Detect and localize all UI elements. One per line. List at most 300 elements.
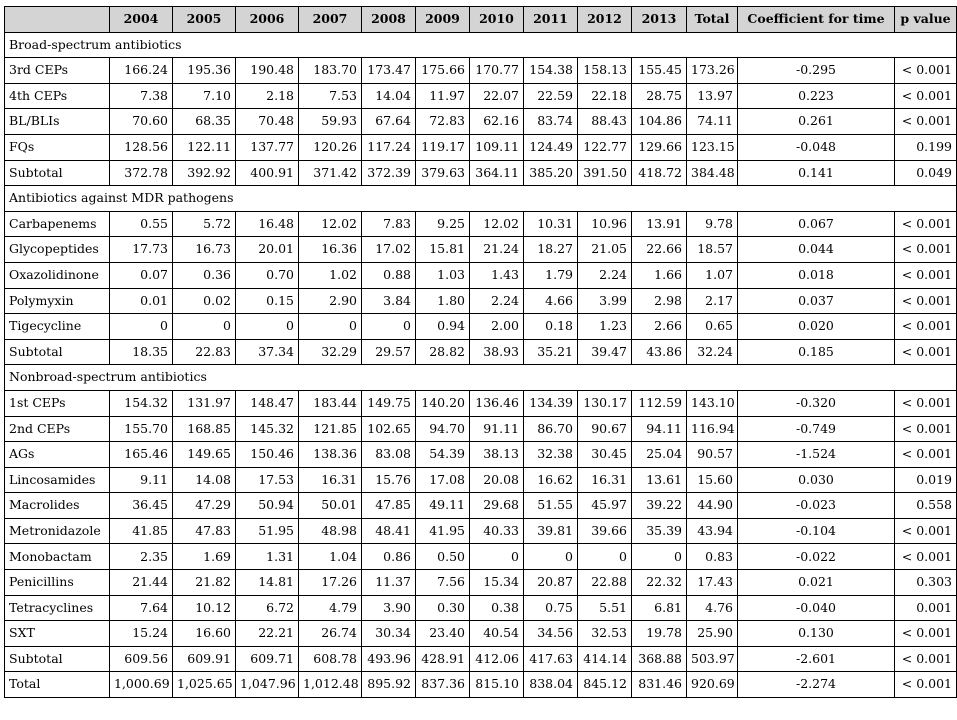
p-value-cell: < 0.001 (895, 442, 957, 468)
table-row (5, 518, 957, 544)
year-value-cell: 14.08 (173, 467, 236, 493)
year-value-cell: 29.57 (362, 339, 416, 365)
p-value-cell: < 0.001 (895, 416, 957, 442)
year-value-cell: 0.36 (173, 262, 236, 288)
year-value-cell: 608.78 (299, 646, 362, 672)
year-value-cell: 11.37 (362, 570, 416, 596)
year-value-cell: 68.35 (173, 109, 236, 135)
year-value-cell: 70.48 (236, 109, 299, 135)
year-value-cell: 15.81 (416, 237, 470, 263)
year-value-cell: 94.11 (632, 416, 687, 442)
year-value-cell: 0.01 (110, 288, 173, 314)
year-value-cell: 165.46 (110, 442, 173, 468)
year-value-cell: 14.81 (236, 570, 299, 596)
p-value-cell: 0.019 (895, 467, 957, 493)
total-cell: 143.10 (687, 390, 738, 416)
year-value-cell: 0.07 (110, 262, 173, 288)
year-value-cell: 17.53 (236, 467, 299, 493)
table-row (5, 237, 957, 263)
year-value-cell: 0.50 (416, 544, 470, 570)
p-value-cell: < 0.001 (895, 646, 957, 672)
year-value-cell: 170.77 (470, 58, 524, 84)
year-value-cell: 400.91 (236, 160, 299, 186)
year-value-cell: 67.64 (362, 109, 416, 135)
year-value-cell: 39.66 (578, 518, 632, 544)
year-value-cell: 154.32 (110, 390, 173, 416)
year-value-cell: 9.11 (110, 467, 173, 493)
p-value-cell: < 0.001 (895, 390, 957, 416)
year-value-cell: 175.66 (416, 58, 470, 84)
year-value-cell: 120.26 (299, 134, 362, 160)
year-value-cell: 130.17 (578, 390, 632, 416)
year-value-cell: 41.95 (416, 518, 470, 544)
year-value-cell: 0.30 (416, 595, 470, 621)
year-value-cell: 0.70 (236, 262, 299, 288)
year-value-cell: 122.11 (173, 134, 236, 160)
year-value-cell: 11.97 (416, 83, 470, 109)
year-value-cell: 0.18 (524, 314, 578, 340)
row-label: Total (5, 672, 110, 698)
row-label: Oxazolidinone (5, 262, 110, 288)
year-value-cell: 7.38 (110, 83, 173, 109)
row-label: Glycopeptides (5, 237, 110, 263)
year-value-cell: 1,012.48 (299, 672, 362, 698)
year-value-cell: 16.60 (173, 621, 236, 647)
p-value-cell: < 0.001 (895, 544, 957, 570)
year-value-cell: 104.86 (632, 109, 687, 135)
year-value-cell: 1.23 (578, 314, 632, 340)
year-value-cell: 10.31 (524, 211, 578, 237)
row-label: Macrolides (5, 493, 110, 519)
coefficient-cell: -0.104 (738, 518, 895, 544)
year-value-cell: 3.99 (578, 288, 632, 314)
row-label: FQs (5, 134, 110, 160)
row-label: 1st CEPs (5, 390, 110, 416)
row-label: 2nd CEPs (5, 416, 110, 442)
year-value-cell: 16.31 (578, 467, 632, 493)
table-row (5, 58, 957, 84)
year-value-cell: 36.45 (110, 493, 173, 519)
year-value-cell: 62.16 (470, 109, 524, 135)
year-value-cell: 91.11 (470, 416, 524, 442)
year-value-cell: 136.46 (470, 390, 524, 416)
year-value-cell: 412.06 (470, 646, 524, 672)
year-value-cell: 2.00 (470, 314, 524, 340)
year-value-cell: 10.96 (578, 211, 632, 237)
year-value-cell: 1.69 (173, 544, 236, 570)
coefficient-cell: -2.274 (738, 672, 895, 698)
column-header: 2012 (578, 7, 632, 33)
year-value-cell: 149.65 (173, 442, 236, 468)
year-value-cell: 0.86 (362, 544, 416, 570)
year-value-cell: 6.72 (236, 595, 299, 621)
row-label: 4th CEPs (5, 83, 110, 109)
section-header-row (5, 186, 957, 212)
year-value-cell: 138.36 (299, 442, 362, 468)
year-value-cell: 16.31 (299, 467, 362, 493)
coefficient-cell: 0.037 (738, 288, 895, 314)
year-value-cell: 2.24 (470, 288, 524, 314)
year-value-cell: 0 (578, 544, 632, 570)
section-header-row (5, 365, 957, 391)
table-row (5, 109, 957, 135)
coefficient-cell: 0.141 (738, 160, 895, 186)
year-value-cell: 428.91 (416, 646, 470, 672)
column-header: 2005 (173, 7, 236, 33)
coefficient-cell: -0.040 (738, 595, 895, 621)
p-value-cell: < 0.001 (895, 109, 957, 135)
year-value-cell: 21.44 (110, 570, 173, 596)
year-value-cell: 2.24 (578, 262, 632, 288)
year-value-cell: 831.46 (632, 672, 687, 698)
year-value-cell: 7.10 (173, 83, 236, 109)
year-value-cell: 35.21 (524, 339, 578, 365)
section-title: Nonbroad-spectrum antibiotics (5, 365, 957, 391)
coefficient-cell: 0.067 (738, 211, 895, 237)
year-value-cell: 168.85 (173, 416, 236, 442)
p-value-cell: < 0.001 (895, 621, 957, 647)
year-value-cell: 1.66 (632, 262, 687, 288)
year-value-cell: 129.66 (632, 134, 687, 160)
total-cell: 13.97 (687, 83, 738, 109)
year-value-cell: 837.36 (416, 672, 470, 698)
row-label: Lincosamides (5, 467, 110, 493)
year-value-cell: 41.85 (110, 518, 173, 544)
table-row (5, 339, 957, 365)
year-value-cell: 609.91 (173, 646, 236, 672)
year-value-cell: 845.12 (578, 672, 632, 698)
year-value-cell: 25.04 (632, 442, 687, 468)
year-value-cell: 2.18 (236, 83, 299, 109)
year-value-cell: 17.08 (416, 467, 470, 493)
coefficient-cell: -2.601 (738, 646, 895, 672)
year-value-cell: 173.47 (362, 58, 416, 84)
year-value-cell: 86.70 (524, 416, 578, 442)
year-value-cell: 88.43 (578, 109, 632, 135)
year-value-cell: 2.66 (632, 314, 687, 340)
row-label: Subtotal (5, 646, 110, 672)
table-row (5, 646, 957, 672)
year-value-cell: 28.75 (632, 83, 687, 109)
coefficient-cell: 0.261 (738, 109, 895, 135)
row-label: Tetracyclines (5, 595, 110, 621)
column-header: 2006 (236, 7, 299, 33)
year-value-cell: 609.71 (236, 646, 299, 672)
year-value-cell: 128.56 (110, 134, 173, 160)
year-value-cell: 32.29 (299, 339, 362, 365)
year-value-cell: 30.34 (362, 621, 416, 647)
year-value-cell: 5.51 (578, 595, 632, 621)
year-value-cell: 5.72 (173, 211, 236, 237)
row-label: Polymyxin (5, 288, 110, 314)
year-value-cell: 90.67 (578, 416, 632, 442)
total-cell: 920.69 (687, 672, 738, 698)
year-value-cell: 155.45 (632, 58, 687, 84)
p-value-cell: 0.049 (895, 160, 957, 186)
year-value-cell: 121.85 (299, 416, 362, 442)
year-value-cell: 38.13 (470, 442, 524, 468)
year-value-cell: 22.21 (236, 621, 299, 647)
p-value-cell: < 0.001 (895, 339, 957, 365)
year-value-cell: 158.13 (578, 58, 632, 84)
year-value-cell: 145.32 (236, 416, 299, 442)
year-value-cell: 418.72 (632, 160, 687, 186)
coefficient-cell: -0.295 (738, 58, 895, 84)
row-label: Carbapenems (5, 211, 110, 237)
table-row (5, 262, 957, 288)
year-value-cell: 417.63 (524, 646, 578, 672)
year-value-cell: 16.36 (299, 237, 362, 263)
year-value-cell: 1.03 (416, 262, 470, 288)
coefficient-cell: -0.022 (738, 544, 895, 570)
year-value-cell: 16.62 (524, 467, 578, 493)
coefficient-cell: 0.223 (738, 83, 895, 109)
year-value-cell: 21.05 (578, 237, 632, 263)
coefficient-cell: 0.185 (738, 339, 895, 365)
year-value-cell: 0 (470, 544, 524, 570)
year-value-cell: 1.04 (299, 544, 362, 570)
year-value-cell: 140.20 (416, 390, 470, 416)
year-value-cell: 124.49 (524, 134, 578, 160)
year-value-cell: 48.41 (362, 518, 416, 544)
year-value-cell: 18.27 (524, 237, 578, 263)
total-cell: 123.15 (687, 134, 738, 160)
total-cell: 1.07 (687, 262, 738, 288)
year-value-cell: 7.56 (416, 570, 470, 596)
year-value-cell: 0 (173, 314, 236, 340)
year-value-cell: 14.04 (362, 83, 416, 109)
column-header: 2013 (632, 7, 687, 33)
table-row (5, 211, 957, 237)
coefficient-cell: 0.030 (738, 467, 895, 493)
year-value-cell: 7.53 (299, 83, 362, 109)
table-row (5, 83, 957, 109)
year-value-cell: 0.55 (110, 211, 173, 237)
year-value-cell: 22.32 (632, 570, 687, 596)
year-value-cell: 2.35 (110, 544, 173, 570)
year-value-cell: 50.01 (299, 493, 362, 519)
year-value-cell: 21.82 (173, 570, 236, 596)
year-value-cell: 391.50 (578, 160, 632, 186)
column-header: p value (895, 7, 957, 33)
year-value-cell: 48.98 (299, 518, 362, 544)
column-header: 2010 (470, 7, 524, 33)
row-label: BL/BLIs (5, 109, 110, 135)
year-value-cell: 40.33 (470, 518, 524, 544)
total-cell: 18.57 (687, 237, 738, 263)
total-cell: 44.90 (687, 493, 738, 519)
year-value-cell: 10.12 (173, 595, 236, 621)
table-row (5, 570, 957, 596)
column-header: 2011 (524, 7, 578, 33)
table-row (5, 672, 957, 698)
coefficient-cell: 0.021 (738, 570, 895, 596)
year-value-cell: 16.48 (236, 211, 299, 237)
table-row (5, 390, 957, 416)
coefficient-cell: 0.130 (738, 621, 895, 647)
section-title: Broad-spectrum antibiotics (5, 32, 957, 58)
table-row (5, 288, 957, 314)
year-value-cell: 1.79 (524, 262, 578, 288)
table-row (5, 621, 957, 647)
total-cell: 9.78 (687, 211, 738, 237)
row-label: SXT (5, 621, 110, 647)
year-value-cell: 39.81 (524, 518, 578, 544)
year-value-cell: 1.02 (299, 262, 362, 288)
column-header: 2004 (110, 7, 173, 33)
year-value-cell: 166.24 (110, 58, 173, 84)
year-value-cell: 13.91 (632, 211, 687, 237)
year-value-cell: 39.22 (632, 493, 687, 519)
total-cell: 25.90 (687, 621, 738, 647)
year-value-cell: 59.93 (299, 109, 362, 135)
total-cell: 116.94 (687, 416, 738, 442)
total-cell: 503.97 (687, 646, 738, 672)
p-value-cell: 0.558 (895, 493, 957, 519)
year-value-cell: 51.95 (236, 518, 299, 544)
coefficient-cell: 0.018 (738, 262, 895, 288)
year-value-cell: 0 (110, 314, 173, 340)
year-value-cell: 83.08 (362, 442, 416, 468)
year-value-cell: 17.26 (299, 570, 362, 596)
p-value-cell: < 0.001 (895, 83, 957, 109)
row-label: Penicillins (5, 570, 110, 596)
row-label: Subtotal (5, 160, 110, 186)
year-value-cell: 54.39 (416, 442, 470, 468)
coefficient-cell: -0.749 (738, 416, 895, 442)
table-row (5, 467, 957, 493)
total-cell: 32.24 (687, 339, 738, 365)
year-value-cell: 2.98 (632, 288, 687, 314)
year-value-cell: 149.75 (362, 390, 416, 416)
table-row (5, 442, 957, 468)
year-value-cell: 109.11 (470, 134, 524, 160)
column-header: 2007 (299, 7, 362, 33)
year-value-cell: 7.64 (110, 595, 173, 621)
year-value-cell: 19.78 (632, 621, 687, 647)
year-value-cell: 0.94 (416, 314, 470, 340)
table-row (5, 544, 957, 570)
year-value-cell: 9.25 (416, 211, 470, 237)
year-value-cell: 0 (362, 314, 416, 340)
year-value-cell: 3.84 (362, 288, 416, 314)
year-value-cell: 4.79 (299, 595, 362, 621)
year-value-cell: 195.36 (173, 58, 236, 84)
coefficient-cell: -0.023 (738, 493, 895, 519)
table-row (5, 160, 957, 186)
total-cell: 43.94 (687, 518, 738, 544)
total-cell: 0.65 (687, 314, 738, 340)
year-value-cell: 40.54 (470, 621, 524, 647)
year-value-cell: 18.35 (110, 339, 173, 365)
p-value-cell: < 0.001 (895, 288, 957, 314)
coefficient-cell: 0.044 (738, 237, 895, 263)
year-value-cell: 0 (524, 544, 578, 570)
column-header: Total (687, 7, 738, 33)
year-value-cell: 22.88 (578, 570, 632, 596)
total-cell: 384.48 (687, 160, 738, 186)
year-value-cell: 28.82 (416, 339, 470, 365)
year-value-cell: 17.02 (362, 237, 416, 263)
year-value-cell: 0.38 (470, 595, 524, 621)
year-value-cell: 32.53 (578, 621, 632, 647)
p-value-cell: 0.199 (895, 134, 957, 160)
year-value-cell: 414.14 (578, 646, 632, 672)
antibiotic-usage-table (4, 6, 957, 698)
row-label: 3rd CEPs (5, 58, 110, 84)
year-value-cell: 94.70 (416, 416, 470, 442)
year-value-cell: 22.07 (470, 83, 524, 109)
p-value-cell: 0.001 (895, 595, 957, 621)
year-value-cell: 23.40 (416, 621, 470, 647)
p-value-cell: < 0.001 (895, 672, 957, 698)
year-value-cell: 112.59 (632, 390, 687, 416)
total-cell: 173.26 (687, 58, 738, 84)
row-label: Metronidazole (5, 518, 110, 544)
year-value-cell: 0 (632, 544, 687, 570)
row-label: Subtotal (5, 339, 110, 365)
year-value-cell: 148.47 (236, 390, 299, 416)
year-value-cell: 1.43 (470, 262, 524, 288)
year-value-cell: 35.39 (632, 518, 687, 544)
year-value-cell: 134.39 (524, 390, 578, 416)
coefficient-cell: -0.048 (738, 134, 895, 160)
year-value-cell: 39.47 (578, 339, 632, 365)
year-value-cell: 372.39 (362, 160, 416, 186)
table-row (5, 595, 957, 621)
year-value-cell: 372.78 (110, 160, 173, 186)
year-value-cell: 190.48 (236, 58, 299, 84)
year-value-cell: 4.66 (524, 288, 578, 314)
year-value-cell: 392.92 (173, 160, 236, 186)
coefficient-cell: -0.320 (738, 390, 895, 416)
year-value-cell: 154.38 (524, 58, 578, 84)
year-value-cell: 493.96 (362, 646, 416, 672)
year-value-cell: 122.77 (578, 134, 632, 160)
year-value-cell: 20.87 (524, 570, 578, 596)
p-value-cell: 0.303 (895, 570, 957, 596)
year-value-cell: 17.73 (110, 237, 173, 263)
year-value-cell: 102.65 (362, 416, 416, 442)
p-value-cell: < 0.001 (895, 58, 957, 84)
year-value-cell: 38.93 (470, 339, 524, 365)
year-value-cell: 21.24 (470, 237, 524, 263)
year-value-cell: 183.44 (299, 390, 362, 416)
year-value-cell: 119.17 (416, 134, 470, 160)
year-value-cell: 371.42 (299, 160, 362, 186)
year-value-cell: 50.94 (236, 493, 299, 519)
year-value-cell: 1.31 (236, 544, 299, 570)
year-value-cell: 150.46 (236, 442, 299, 468)
year-value-cell: 47.85 (362, 493, 416, 519)
year-value-cell: 1.80 (416, 288, 470, 314)
year-value-cell: 12.02 (470, 211, 524, 237)
year-value-cell: 83.74 (524, 109, 578, 135)
year-value-cell: 22.83 (173, 339, 236, 365)
total-cell: 15.60 (687, 467, 738, 493)
year-value-cell: 0.88 (362, 262, 416, 288)
coefficient-cell: -1.524 (738, 442, 895, 468)
row-label: Tigecycline (5, 314, 110, 340)
year-value-cell: 0.75 (524, 595, 578, 621)
year-value-cell: 70.60 (110, 109, 173, 135)
year-value-cell: 1,047.96 (236, 672, 299, 698)
year-value-cell: 7.83 (362, 211, 416, 237)
year-value-cell: 20.08 (470, 467, 524, 493)
year-value-cell: 137.77 (236, 134, 299, 160)
year-value-cell: 379.63 (416, 160, 470, 186)
year-value-cell: 12.02 (299, 211, 362, 237)
